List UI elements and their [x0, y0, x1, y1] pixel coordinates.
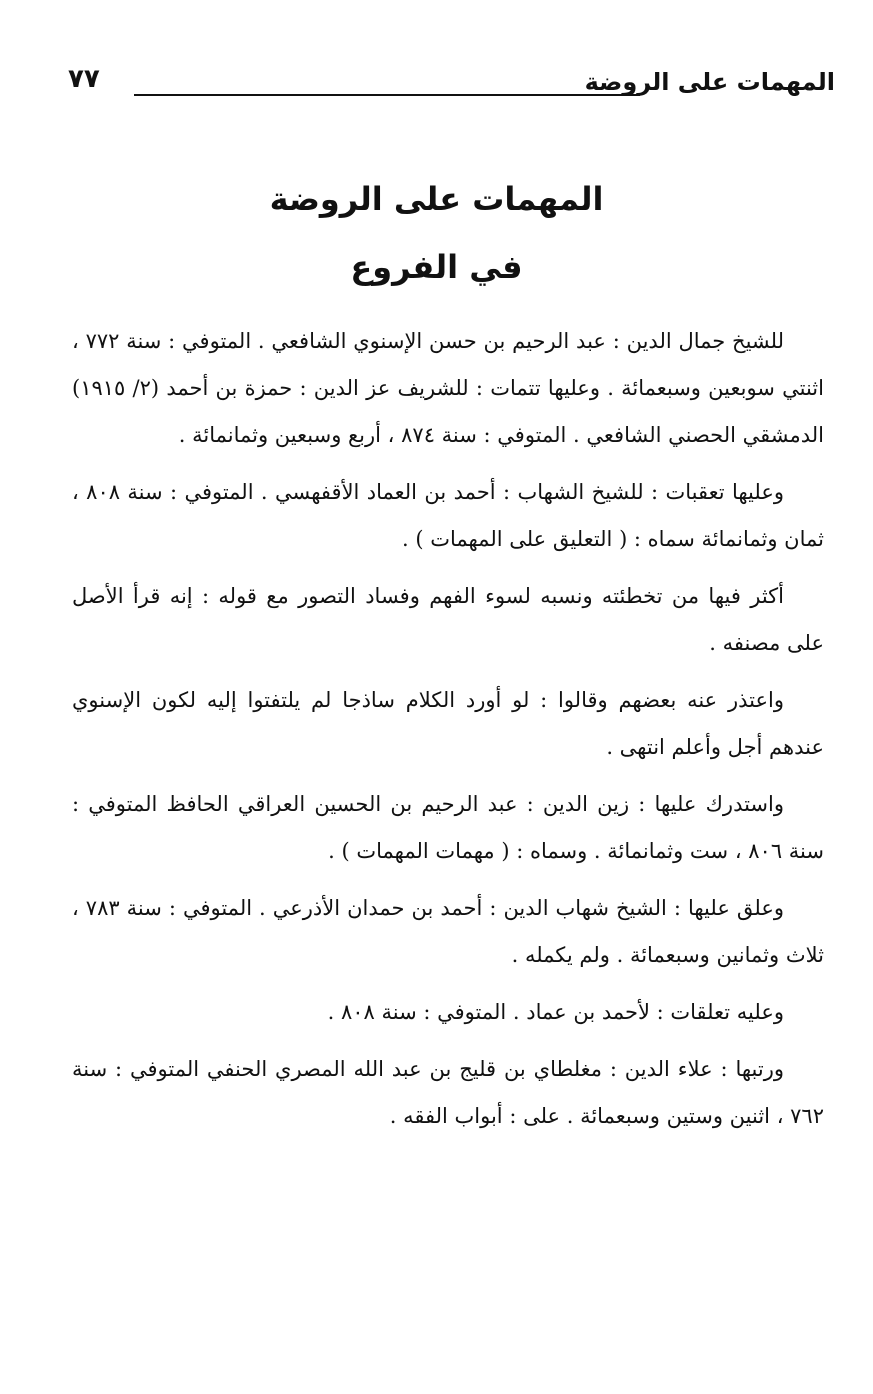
paragraph: واعتذر عنه بعضهم وقالوا : لو أورد الكلام ساذجا لم يلتفتوا إليه لكون الإسنوي عندهم أجل وأعلم انتهى . [72, 688, 824, 759]
running-header [60, 58, 840, 108]
paragraph: وعليها تعقبات : للشيخ الشهاب : أحمد بن العماد الأقفهسي . المتوفي : سنة ٨٠٨ ، ثمان وثمانمائة سماه : ( التعليق على المهمات ) . [72, 480, 824, 551]
page-number: ٧٧ [68, 64, 100, 94]
header-rule [134, 94, 640, 96]
section-title: المهمات على الروضة [269, 180, 604, 218]
paragraph: ورتبها : علاء الدين : مغلطاي بن قليج بن عبد الله المصري الحنفي المتوفي : سنة ٧٦٢ ، اثنين وستين وسبعمائة . على : أبواب الفقه . [72, 1057, 824, 1128]
paragraph: أكثر فيها من تخطئته ونسبه لسوء الفهم وفساد التصور مع قوله : إنه قرأ الأصل على مصنفه . [72, 584, 824, 655]
paragraph: واستدرك عليها : زين الدين : عبد الرحيم بن الحسين العراقي الحافظ المتوفي : سنة ٨٠٦ ، ست وثمانمائة . وسماه : ( مهمات المهمات ) . [72, 792, 824, 863]
paragraph: وعليه تعلقات : لأحمد بن عماد . المتوفي : سنة ٨٠٨ . [327, 1000, 784, 1024]
paragraph: للشيخ جمال الدين : عبد الرحيم بن حسن الإسنوي الشافعي . المتوفي : سنة ٧٧٢ ، اثنتي سوبعين وسبعمائة . وعليها تتمات : للشريف عز الدين : حمزة بن أحمد (٢/ ١٩١٥) الدمشقي الحصني الشافعي . المتوفي : سنة ٨٧٤ ، أربع وسبعين وثمانمائة . [72, 329, 824, 447]
body-text [72, 318, 824, 1150]
running-title: المهمات على الروضة [584, 68, 835, 96]
paragraph: وعلق عليها : الشيخ شهاب الدين : أحمد بن حمدان الأذرعي . المتوفي : سنة ٧٨٣ ، ثلاث وثمانين وسبعمائة . ولم يكمله . [72, 896, 824, 967]
section-subtitle: في الفروع [350, 248, 523, 286]
